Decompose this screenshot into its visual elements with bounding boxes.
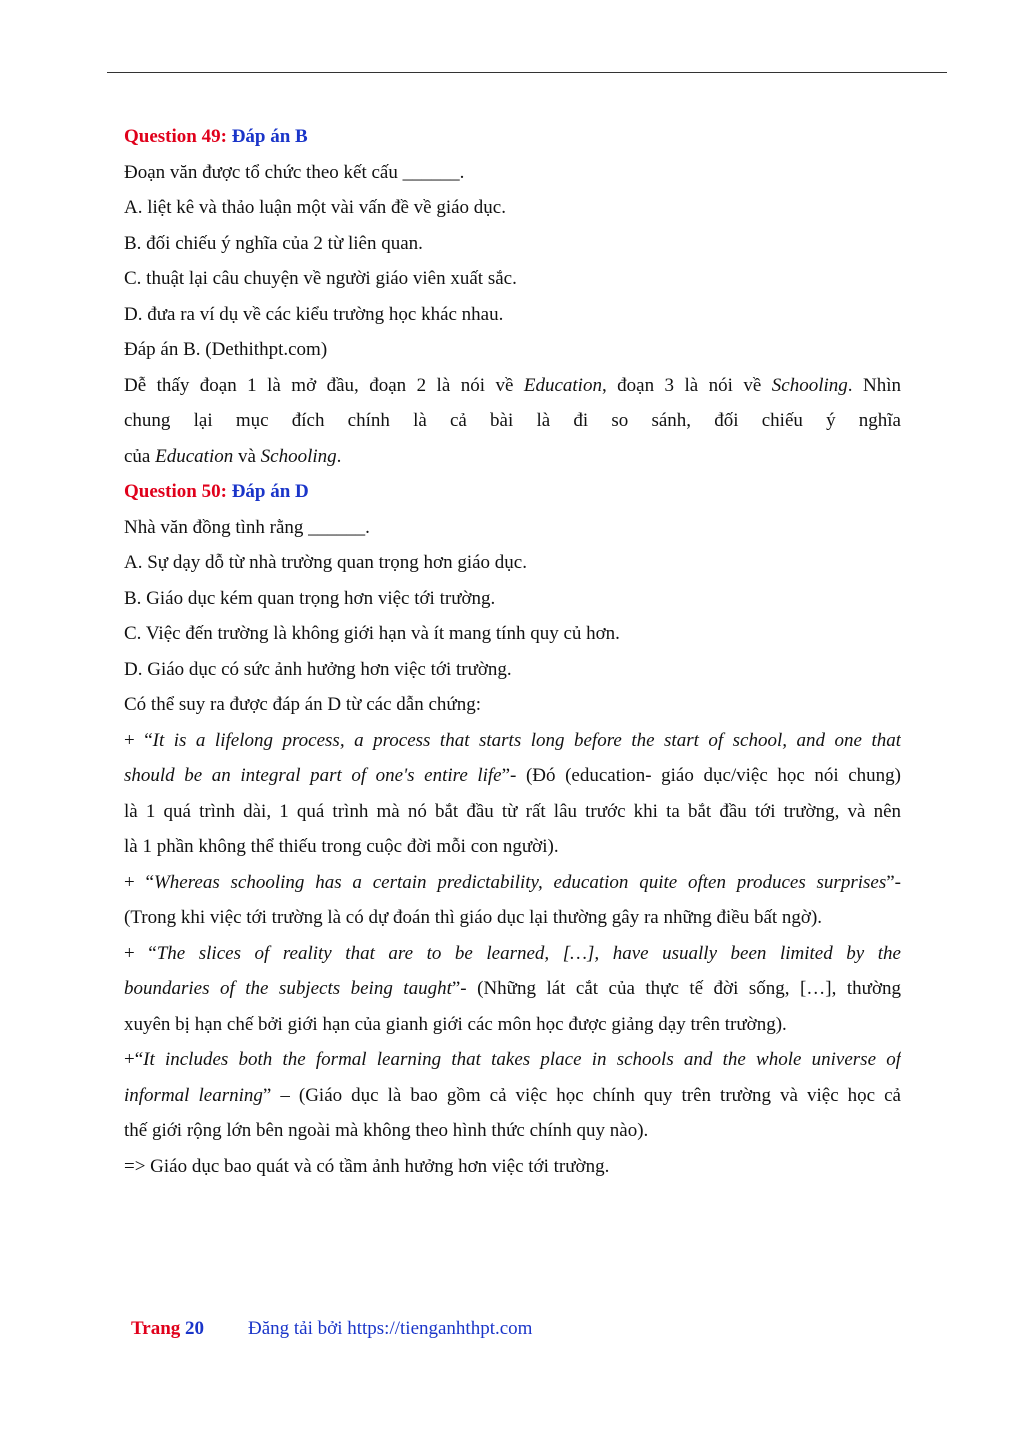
question-50-option-d: D. Giáo dục có sức ảnh hưởng hơn việc tới trường. — [124, 658, 512, 680]
question-50-intro: Có thể suy ra được đáp án D từ các dẫn chứng: — [124, 694, 481, 715]
explanation-text: . — [336, 445, 342, 467]
evidence-translation: ”- (Đó (education- giáo dục/việc học nói chung) — [501, 765, 901, 786]
question-49-option-b: B. đối chiếu ý nghĩa của 2 từ liên quan. — [124, 232, 423, 254]
question-50-label: Question 50: — [124, 481, 227, 502]
quote-prefix: + “ — [124, 871, 154, 893]
evidence-4-line-2 — [124, 1078, 901, 1114]
evidence-3-line-3: xuyên bị hạn chế bởi giới hạn của gianh giới các môn học được giảng dạy trên trường). — [124, 1013, 787, 1035]
footer-credit-link[interactable]: Đăng tải bởi https://tienganhthpt.com — [248, 1318, 533, 1339]
evidence-2-line-1 — [124, 865, 901, 901]
question-49-stem: Đoạn văn được tổ chức theo kết cấu ______. — [124, 161, 465, 183]
question-50-option-b: B. Giáo dục kém quan trọng hơn việc tới trường. — [124, 587, 496, 609]
evidence-2-line-2: (Trong khi việc tới trường là có dự đoán thì giáo dục lại thường gây ra những điều bất ngờ). — [124, 907, 823, 928]
question-49-option-a: A. liệt kê và thảo luận một vài vấn đề về giáo dục. — [124, 197, 506, 218]
evidence-quote: Whereas schooling has a certain predictability, education quite often produces surprises — [153, 871, 887, 893]
evidence-3-line-1 — [124, 936, 901, 972]
evidence-quote: It includes both the formal learning that takes place in schools and the whole universe of — [143, 1049, 901, 1070]
term-schooling: Schooling — [771, 374, 848, 396]
question-50-option-a: A. Sự dạy dỗ từ nhà trường quan trọng hơn giáo dục. — [124, 552, 527, 573]
evidence-translation: ”- — [886, 871, 901, 893]
question-49-explanation-line-2: chung lại mục đích chính là cả bài là đi so sánh, đối chiếu ý nghĩa — [124, 410, 901, 431]
explanation-text: và — [233, 445, 261, 467]
evidence-1-line-4: là 1 phần không thể thiếu trong cuộc đời mỗi con người). — [124, 836, 559, 857]
evidence-1-line-1 — [124, 723, 901, 759]
evidence-translation: ” – (Giáo dục là bao gồm cả việc học chính quy trên trường và việc học cả — [262, 1084, 901, 1106]
question-49-label: Question 49: — [124, 126, 227, 147]
evidence-1-line-2 — [124, 758, 901, 794]
page-label-text: Trang — [131, 1318, 181, 1339]
question-49-option-c: C. thuật lại câu chuyện về người giáo viên xuất sắc. — [124, 268, 517, 289]
question-50-stem: Nhà văn đồng tình rằng ______. — [124, 516, 370, 538]
conclusion: => Giáo dục bao quát và có tầm ảnh hưởng hơn việc tới trường. — [124, 1155, 610, 1177]
question-49-option-d: D. đưa ra ví dụ về các kiểu trường học khác nhau. — [124, 303, 504, 325]
evidence-4-line-3: thế giới rộng lớn bên ngoài mà không theo hình thức chính quy nào). — [124, 1120, 649, 1141]
evidence-4-line-1 — [124, 1042, 901, 1078]
evidence-1-line-3: là 1 quá trình dài, 1 quá trình mà nó bắt đầu từ rất lâu trước khi ta bắt đầu tới trường, và nên — [124, 800, 901, 822]
quote-prefix: +“ — [124, 1049, 144, 1070]
quote-prefix: + “ — [124, 942, 157, 964]
document-body — [124, 119, 901, 1184]
header-rule — [107, 72, 947, 73]
question-50-answer: Đáp án D — [231, 481, 309, 502]
page-number: 20 — [185, 1318, 205, 1339]
evidence-quote: It is a lifelong process, a process that starts long before the start of school, and one that — [152, 729, 901, 751]
quote-prefix: + “ — [124, 729, 153, 751]
term-education: Education — [155, 445, 234, 467]
explanation-text: của — [124, 445, 156, 467]
evidence-quote: boundaries of the subjects being taught — [124, 978, 452, 999]
question-49-explanation-line-1 — [124, 368, 901, 404]
evidence-quote: should be an integral part of one's entire life — [124, 765, 502, 786]
question-49-explanation-line-3 — [124, 439, 901, 475]
evidence-quote: The slices of reality that are to be learned, […], have usually been limited by the — [156, 942, 901, 964]
term-schooling: Schooling — [260, 445, 337, 467]
term-education: Education — [523, 374, 602, 396]
explanation-text: Dễ thấy đoạn 1 là mở đầu, đoạn 2 là nói về — [124, 374, 524, 396]
question-50-heading — [124, 474, 901, 510]
question-50-option-c: C. Việc đến trường là không giới hạn và ít mang tính quy củ hơn. — [124, 623, 620, 644]
question-49-answer: Đáp án B — [231, 126, 308, 147]
explanation-text: , đoạn 3 là nói về — [601, 374, 772, 396]
question-49-answer-line: Đáp án B. (Dethithpt.com) — [124, 339, 328, 360]
evidence-quote: informal learning — [124, 1084, 263, 1106]
evidence-3-line-2 — [124, 971, 901, 1007]
page-footer — [0, 1312, 1024, 1346]
page-number-label — [131, 1312, 204, 1346]
evidence-translation: ”- (Những lát cắt của thực tế đời sống, […], thường — [451, 978, 901, 999]
question-49-heading — [124, 119, 901, 155]
explanation-text: . Nhìn — [847, 374, 901, 396]
